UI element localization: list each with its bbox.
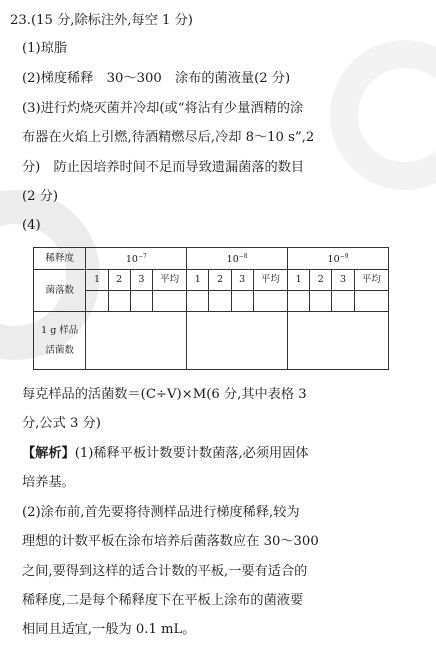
paragraph-2-line-5: 相同且适宜,一般为 0.1 mL。 <box>22 622 196 637</box>
answer-3-line-4: (2 分) <box>22 189 59 204</box>
dilution-row <box>34 248 389 270</box>
col-header: 1 <box>288 270 310 291</box>
colony-count-table <box>33 247 389 370</box>
blank-cell <box>187 312 288 370</box>
col-header: 2 <box>108 270 130 291</box>
answer-3-line-3: 分) 防止因培养时间不足而导致遗漏菌落的数目 <box>22 160 305 175</box>
col-header: 3 <box>231 270 253 291</box>
col-header: 2 <box>310 270 332 291</box>
blank-cell <box>288 291 310 312</box>
paragraph-2-line-4: 稀释度,二是每个稀释度下在平板上涂布的菌液要 <box>22 593 304 608</box>
col-header: 1 <box>187 270 209 291</box>
blank-cell <box>152 291 186 312</box>
colony-label: 菌落数 <box>34 270 86 312</box>
blank-cell <box>354 291 388 312</box>
blank-cell <box>310 291 332 312</box>
answer-4: (4) <box>22 218 41 233</box>
blank-cell <box>130 291 152 312</box>
answer-1: (1)琼脂 <box>22 41 68 56</box>
blank-cell <box>187 291 209 312</box>
question-header <box>10 11 428 31</box>
answer-3-line-1: (3)进行灼烧灭菌并冷却(或“将沾有少量酒精的涂 <box>22 101 304 116</box>
analysis-text: (1)稀释平板计数要计数菌落,必须用固体 <box>74 446 309 461</box>
answer-3-line-2: 布器在火焰上引燃,待酒精燃尽后,冷却 8～10 s”,2 <box>22 130 315 145</box>
blank-cell <box>209 291 231 312</box>
formula-line-2: 分,公式 3 分) <box>22 416 101 431</box>
blank-cell <box>108 291 130 312</box>
analysis-line-1 <box>22 444 436 464</box>
paragraph-2-line-2: 理想的计数平板在涂布培养后菌落数应在 30～300 <box>22 534 319 549</box>
answer-2: (2)梯度稀释 30～300 涂布的菌液量(2 分) <box>22 71 291 86</box>
col-header: 3 <box>130 270 152 291</box>
dilution-label: 稀释度 <box>34 248 86 270</box>
question-number: 23. <box>10 13 31 28</box>
colony-header-row <box>34 270 389 291</box>
question-scoring: (15 分,除标注外,每空 1 分) <box>30 13 193 28</box>
col-header: 平均 <box>152 270 186 291</box>
dilution-1e-7: $10^{-7}$ <box>86 248 187 270</box>
col-header: 1 <box>86 270 108 291</box>
analysis-line-2: 培养基。 <box>22 475 75 490</box>
blank-cell <box>288 312 389 370</box>
blank-cell <box>231 291 253 312</box>
formula-line-1: 每克样品的活菌数＝(C÷V)×M(6 分,其中表格 3 <box>22 387 307 402</box>
col-header: 平均 <box>253 270 287 291</box>
viable-count-label: 1 g 样品 活菌数 <box>34 312 86 370</box>
col-header: 3 <box>332 270 354 291</box>
paragraph-2-line-3: 之间,要得到这样的适合计数的平板,一要有适合的 <box>22 564 308 579</box>
analysis-tag: 【解析】 <box>22 446 75 461</box>
blank-cell <box>332 291 354 312</box>
dilution-1e-8: $10^{-8}$ <box>187 248 288 270</box>
viable-count-row <box>34 312 389 370</box>
blank-cell <box>253 291 287 312</box>
blank-cell <box>86 291 108 312</box>
col-header: 2 <box>209 270 231 291</box>
colony-blank-row <box>34 291 389 312</box>
blank-cell <box>86 312 187 370</box>
col-header: 平均 <box>354 270 388 291</box>
paragraph-2-line-1: (2)涂布前,首先要将待测样品进行梯度稀释,较为 <box>22 505 300 520</box>
dilution-1e-9: $10^{-9}$ <box>288 248 389 270</box>
